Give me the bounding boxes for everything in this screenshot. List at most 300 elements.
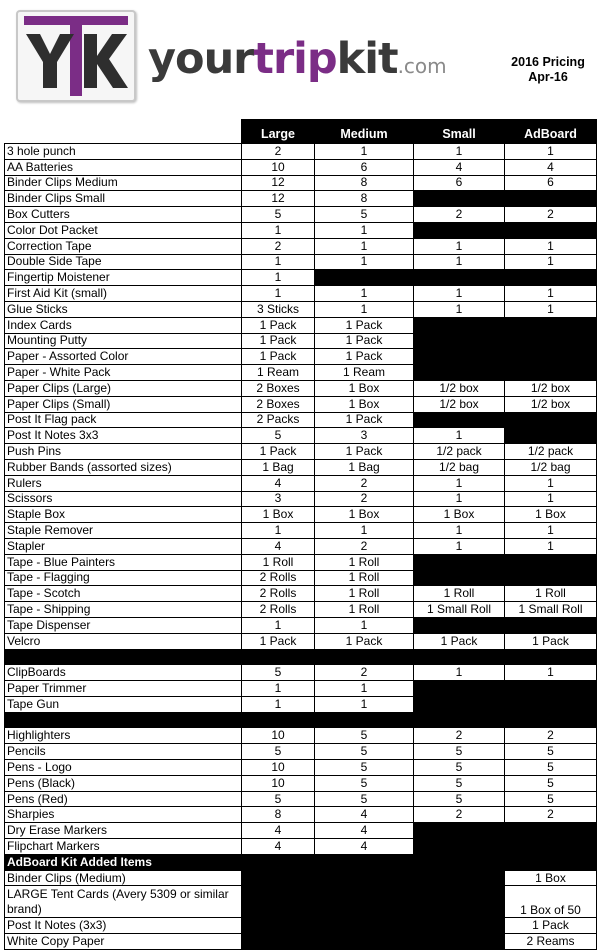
item-name: Highlighters <box>5 728 242 744</box>
qty-medium: 2 <box>315 491 414 507</box>
qty-adboard: 1/2 box <box>505 380 597 396</box>
brand-kit: kit <box>336 34 398 84</box>
qty-large: 3 Sticks <box>242 301 315 317</box>
qty-small: 1 <box>414 238 505 254</box>
qty-adboard: 1 <box>505 144 597 160</box>
table-row <box>5 602 597 618</box>
qty-medium: 2 <box>315 538 414 554</box>
not-included-cell <box>505 222 597 238</box>
not-included-cell <box>414 617 505 633</box>
qty-large: 5 <box>242 744 315 760</box>
qty-large: 5 <box>242 665 315 681</box>
table-row <box>5 144 597 160</box>
not-included-cell <box>505 554 597 570</box>
item-name: Tape - Blue Painters <box>5 554 242 570</box>
section-divider-row <box>5 712 597 728</box>
item-name: Velcro <box>5 633 242 649</box>
not-included-cell <box>414 918 505 934</box>
item-name: Rulers <box>5 475 242 491</box>
item-name: Pencils <box>5 744 242 760</box>
qty-large: 12 <box>242 175 315 191</box>
not-included-cell <box>414 365 505 381</box>
qty-adboard: 5 <box>505 791 597 807</box>
qty-large: 1 Pack <box>242 333 315 349</box>
not-included-cell <box>414 823 505 839</box>
not-included-cell <box>505 681 597 697</box>
qty-large: 5 <box>242 428 315 444</box>
qty-adboard: 1 <box>505 238 597 254</box>
qty-medium: 5 <box>315 775 414 791</box>
qty-medium: 2 <box>315 665 414 681</box>
qty-large: 5 <box>242 791 315 807</box>
table-row <box>5 570 597 586</box>
qty-medium: 1 Pack <box>315 444 414 460</box>
qty-large: 4 <box>242 475 315 491</box>
qty-medium: 4 <box>315 823 414 839</box>
not-included-cell <box>414 412 505 428</box>
qty-medium: 1 Roll <box>315 554 414 570</box>
table-row <box>5 380 597 396</box>
item-name: Paper Clips (Large) <box>5 380 242 396</box>
header-blank-cell <box>5 120 242 144</box>
qty-adboard: 1 Box <box>505 870 597 886</box>
item-name: Pens - Logo <box>5 760 242 776</box>
not-included-cell <box>414 554 505 570</box>
not-included-cell <box>242 918 315 934</box>
not-included-cell <box>315 933 414 949</box>
table-row <box>5 333 597 349</box>
table-row <box>5 238 597 254</box>
qty-large: 2 Boxes <box>242 380 315 396</box>
qty-medium: 1 <box>315 696 414 712</box>
item-name: 3 hole punch <box>5 144 242 160</box>
qty-medium: 1 Box <box>315 396 414 412</box>
item-name: Scissors <box>5 491 242 507</box>
qty-small: 5 <box>414 775 505 791</box>
qty-adboard: 1 <box>505 475 597 491</box>
qty-medium: 6 <box>315 159 414 175</box>
pricing-date: Apr-16 <box>528 70 568 84</box>
item-name: Binder Clips Small <box>5 191 242 207</box>
item-name: Paper Trimmer <box>5 681 242 697</box>
table-body <box>5 144 597 950</box>
qty-medium: 1 Roll <box>315 586 414 602</box>
item-name: AA Batteries <box>5 159 242 175</box>
qty-large: 1 Box <box>242 507 315 523</box>
qty-small: 6 <box>414 175 505 191</box>
ytk-logo-mark-icon <box>18 12 134 100</box>
not-included-cell <box>315 270 414 286</box>
not-included-cell <box>414 270 505 286</box>
table-row <box>5 301 597 317</box>
table-row <box>5 554 597 570</box>
item-name: Tape - Shipping <box>5 602 242 618</box>
kit-contents-table <box>4 119 597 950</box>
qty-medium: 1 <box>315 617 414 633</box>
qty-medium: 1 Ream <box>315 365 414 381</box>
qty-adboard: 5 <box>505 744 597 760</box>
not-included-cell <box>414 317 505 333</box>
not-included-cell <box>414 570 505 586</box>
qty-large: 1 <box>242 286 315 302</box>
item-name: Mounting Putty <box>5 333 242 349</box>
not-included-cell <box>505 270 597 286</box>
qty-medium: 1 Roll <box>315 602 414 618</box>
qty-small: 1/2 bag <box>414 459 505 475</box>
qty-large: 10 <box>242 775 315 791</box>
table-row <box>5 918 597 934</box>
qty-small: 1 <box>414 538 505 554</box>
qty-medium: 1 Pack <box>315 317 414 333</box>
table-row <box>5 159 597 175</box>
qty-small: 1 <box>414 254 505 270</box>
item-name: LARGE Tent Cards (Avery 5309 or similar brand) <box>5 886 242 918</box>
not-included-cell <box>414 839 505 855</box>
qty-adboard: 1/2 pack <box>505 444 597 460</box>
item-name: Dry Erase Markers <box>5 823 242 839</box>
qty-small: 1 Small Roll <box>414 602 505 618</box>
table-row <box>5 191 597 207</box>
qty-small: 1 <box>414 491 505 507</box>
not-included-cell <box>315 918 414 934</box>
table-row <box>5 933 597 949</box>
qty-large: 2 Boxes <box>242 396 315 412</box>
qty-small: 1/2 box <box>414 380 505 396</box>
not-included-cell <box>505 823 597 839</box>
not-included-cell <box>414 333 505 349</box>
table-row <box>5 207 597 223</box>
qty-adboard: 2 <box>505 728 597 744</box>
table-row <box>5 696 597 712</box>
section-header-row <box>5 854 597 870</box>
qty-medium: 1 <box>315 238 414 254</box>
qty-small: 1 <box>414 301 505 317</box>
table-row <box>5 396 597 412</box>
item-name: Pens (Black) <box>5 775 242 791</box>
item-name: Staple Remover <box>5 523 242 539</box>
item-name: First Aid Kit (small) <box>5 286 242 302</box>
qty-large: 1 Pack <box>242 633 315 649</box>
table-row <box>5 254 597 270</box>
qty-medium: 3 <box>315 428 414 444</box>
qty-medium: 1 Box <box>315 380 414 396</box>
table-row <box>5 617 597 633</box>
ytk-logo <box>16 10 136 102</box>
item-name: Double Side Tape <box>5 254 242 270</box>
item-name: Tape Dispenser <box>5 617 242 633</box>
item-name: Tape Gun <box>5 696 242 712</box>
qty-large: 2 Rolls <box>242 570 315 586</box>
qty-medium: 1 Pack <box>315 412 414 428</box>
not-included-cell <box>505 191 597 207</box>
not-included-cell <box>505 333 597 349</box>
item-name: ClipBoards <box>5 665 242 681</box>
qty-large: 1 <box>242 222 315 238</box>
pricing-year: 2016 Pricing <box>511 55 585 69</box>
table-row <box>5 633 597 649</box>
qty-small: 5 <box>414 760 505 776</box>
qty-small: 5 <box>414 744 505 760</box>
qty-adboard: 1 <box>505 491 597 507</box>
column-header-medium: Medium <box>315 120 414 144</box>
qty-adboard: 1 Roll <box>505 586 597 602</box>
qty-large: 1 <box>242 523 315 539</box>
item-name: White Copy Paper <box>5 933 242 949</box>
qty-medium: 1 <box>315 254 414 270</box>
qty-medium: 1 <box>315 523 414 539</box>
not-included-cell <box>315 886 414 918</box>
table-row <box>5 538 597 554</box>
table-row <box>5 760 597 776</box>
brand-trip: trip <box>253 34 337 84</box>
qty-large: 3 <box>242 491 315 507</box>
column-header-large: Large <box>242 120 315 144</box>
qty-large: 2 <box>242 238 315 254</box>
qty-adboard: 1 <box>505 254 597 270</box>
table-row <box>5 412 597 428</box>
table-row <box>5 317 597 333</box>
qty-small: 1 Roll <box>414 586 505 602</box>
table-row <box>5 728 597 744</box>
brand-wordmark <box>148 34 447 84</box>
not-included-cell <box>414 349 505 365</box>
qty-medium: 1 <box>315 286 414 302</box>
divider-cell <box>5 649 597 665</box>
item-name: Binder Clips Medium <box>5 175 242 191</box>
qty-adboard: 1 <box>505 665 597 681</box>
qty-small: 1 <box>414 523 505 539</box>
not-included-cell <box>505 365 597 381</box>
qty-large: 1 Ream <box>242 365 315 381</box>
not-included-cell <box>505 412 597 428</box>
qty-adboard: 5 <box>505 760 597 776</box>
table-row <box>5 744 597 760</box>
table-row <box>5 665 597 681</box>
qty-medium: 5 <box>315 791 414 807</box>
not-included-cell <box>414 870 505 886</box>
qty-large: 4 <box>242 839 315 855</box>
qty-large: 1 Pack <box>242 349 315 365</box>
qty-adboard: 1 Box <box>505 507 597 523</box>
not-included-cell <box>414 886 505 918</box>
qty-medium: 1 Bag <box>315 459 414 475</box>
qty-medium: 1 <box>315 222 414 238</box>
table-row <box>5 681 597 697</box>
qty-medium: 4 <box>315 839 414 855</box>
table-row <box>5 491 597 507</box>
qty-large: 10 <box>242 159 315 175</box>
item-name: Post It Flag pack <box>5 412 242 428</box>
table-row <box>5 286 597 302</box>
qty-adboard: 1 <box>505 538 597 554</box>
column-header-small: Small <box>414 120 505 144</box>
qty-large: 1 <box>242 681 315 697</box>
item-name: Index Cards <box>5 317 242 333</box>
qty-medium: 1 Pack <box>315 633 414 649</box>
qty-small: 1/2 pack <box>414 444 505 460</box>
divider-cell <box>5 712 597 728</box>
qty-small: 5 <box>414 791 505 807</box>
qty-medium: 5 <box>315 728 414 744</box>
qty-adboard: 2 <box>505 207 597 223</box>
table-row <box>5 870 597 886</box>
item-name: Push Pins <box>5 444 242 460</box>
qty-adboard: 1 <box>505 301 597 317</box>
table-row <box>5 428 597 444</box>
qty-small: 2 <box>414 207 505 223</box>
qty-large: 1 Pack <box>242 317 315 333</box>
table-row <box>5 444 597 460</box>
not-included-cell <box>242 870 315 886</box>
not-included-cell <box>505 349 597 365</box>
qty-medium: 1 Roll <box>315 570 414 586</box>
qty-small: 1 <box>414 144 505 160</box>
qty-medium: 8 <box>315 191 414 207</box>
qty-medium: 1 Pack <box>315 333 414 349</box>
section-title: AdBoard Kit Added Items <box>5 854 597 870</box>
qty-adboard: 1 <box>505 523 597 539</box>
item-name: Flipchart Markers <box>5 839 242 855</box>
item-name: Correction Tape <box>5 238 242 254</box>
item-name: Fingertip Moistener <box>5 270 242 286</box>
qty-medium: 1 Pack <box>315 349 414 365</box>
not-included-cell <box>414 222 505 238</box>
qty-medium: 1 Box <box>315 507 414 523</box>
item-name: Tape - Scotch <box>5 586 242 602</box>
not-included-cell <box>505 317 597 333</box>
qty-adboard: 1 Small Roll <box>505 602 597 618</box>
qty-adboard: 1/2 bag <box>505 459 597 475</box>
qty-small: 1/2 box <box>414 396 505 412</box>
item-name: Box Cutters <box>5 207 242 223</box>
table-header-row <box>5 120 597 144</box>
qty-large: 2 <box>242 144 315 160</box>
item-name: Binder Clips (Medium) <box>5 870 242 886</box>
qty-medium: 4 <box>315 807 414 823</box>
not-included-cell <box>315 870 414 886</box>
column-header-adboard: AdBoard <box>505 120 597 144</box>
item-name: Pens (Red) <box>5 791 242 807</box>
table-row <box>5 586 597 602</box>
qty-large: 1 Bag <box>242 459 315 475</box>
qty-adboard: 2 <box>505 807 597 823</box>
item-name: Paper Clips (Small) <box>5 396 242 412</box>
qty-small: 4 <box>414 159 505 175</box>
table-row <box>5 823 597 839</box>
not-included-cell <box>505 696 597 712</box>
qty-adboard: 1 Pack <box>505 633 597 649</box>
item-name: Color Dot Packet <box>5 222 242 238</box>
item-name: Glue Sticks <box>5 301 242 317</box>
qty-small: 1 Box <box>414 507 505 523</box>
not-included-cell <box>414 933 505 949</box>
not-included-cell <box>242 933 315 949</box>
qty-large: 4 <box>242 823 315 839</box>
table-row <box>5 175 597 191</box>
table-row <box>5 791 597 807</box>
item-name: Paper - White Pack <box>5 365 242 381</box>
qty-adboard: 1 <box>505 286 597 302</box>
qty-large: 12 <box>242 191 315 207</box>
table-row <box>5 365 597 381</box>
qty-medium: 5 <box>315 760 414 776</box>
qty-small: 1 <box>414 475 505 491</box>
qty-medium: 1 <box>315 144 414 160</box>
qty-large: 10 <box>242 760 315 776</box>
not-included-cell <box>505 617 597 633</box>
brand-domain: .com <box>397 54 447 78</box>
qty-large: 1 <box>242 696 315 712</box>
qty-small: 2 <box>414 807 505 823</box>
qty-small: 1 <box>414 665 505 681</box>
item-name: Stapler <box>5 538 242 554</box>
table-row <box>5 507 597 523</box>
item-name: Post It Notes (3x3) <box>5 918 242 934</box>
qty-large: 1 <box>242 270 315 286</box>
table-row <box>5 475 597 491</box>
pricing-note <box>500 55 596 85</box>
qty-adboard: 1 Pack <box>505 918 597 934</box>
page-header <box>0 0 600 112</box>
not-included-cell <box>414 191 505 207</box>
item-name: Paper - Assorted Color <box>5 349 242 365</box>
table-row <box>5 222 597 238</box>
not-included-cell <box>505 570 597 586</box>
item-name: Rubber Bands (assorted sizes) <box>5 459 242 475</box>
qty-large: 1 <box>242 254 315 270</box>
qty-small: 1 <box>414 286 505 302</box>
item-name: Tape - Flagging <box>5 570 242 586</box>
qty-large: 5 <box>242 207 315 223</box>
qty-medium: 5 <box>315 744 414 760</box>
table-row <box>5 807 597 823</box>
table-row <box>5 886 597 918</box>
qty-small: 1 Pack <box>414 633 505 649</box>
table-row <box>5 775 597 791</box>
qty-large: 2 Rolls <box>242 586 315 602</box>
table-row <box>5 270 597 286</box>
table-row <box>5 349 597 365</box>
table-row <box>5 839 597 855</box>
qty-large: 4 <box>242 538 315 554</box>
qty-adboard: 1 Box of 50 <box>505 886 597 918</box>
qty-small: 2 <box>414 728 505 744</box>
qty-medium: 5 <box>315 207 414 223</box>
not-included-cell <box>242 886 315 918</box>
table-row <box>5 523 597 539</box>
qty-large: 1 Roll <box>242 554 315 570</box>
qty-medium: 2 <box>315 475 414 491</box>
qty-adboard: 2 Reams <box>505 933 597 949</box>
qty-adboard: 4 <box>505 159 597 175</box>
qty-small: 1 <box>414 428 505 444</box>
item-name: Staple Box <box>5 507 242 523</box>
qty-adboard: 1/2 box <box>505 396 597 412</box>
not-included-cell <box>414 696 505 712</box>
qty-medium: 8 <box>315 175 414 191</box>
qty-large: 1 Pack <box>242 444 315 460</box>
item-name: Post It Notes 3x3 <box>5 428 242 444</box>
not-included-cell <box>414 681 505 697</box>
qty-adboard: 6 <box>505 175 597 191</box>
not-included-cell <box>505 428 597 444</box>
qty-large: 2 Packs <box>242 412 315 428</box>
qty-adboard: 5 <box>505 775 597 791</box>
item-name: Sharpies <box>5 807 242 823</box>
qty-large: 8 <box>242 807 315 823</box>
qty-medium: 1 <box>315 681 414 697</box>
qty-medium: 1 <box>315 301 414 317</box>
